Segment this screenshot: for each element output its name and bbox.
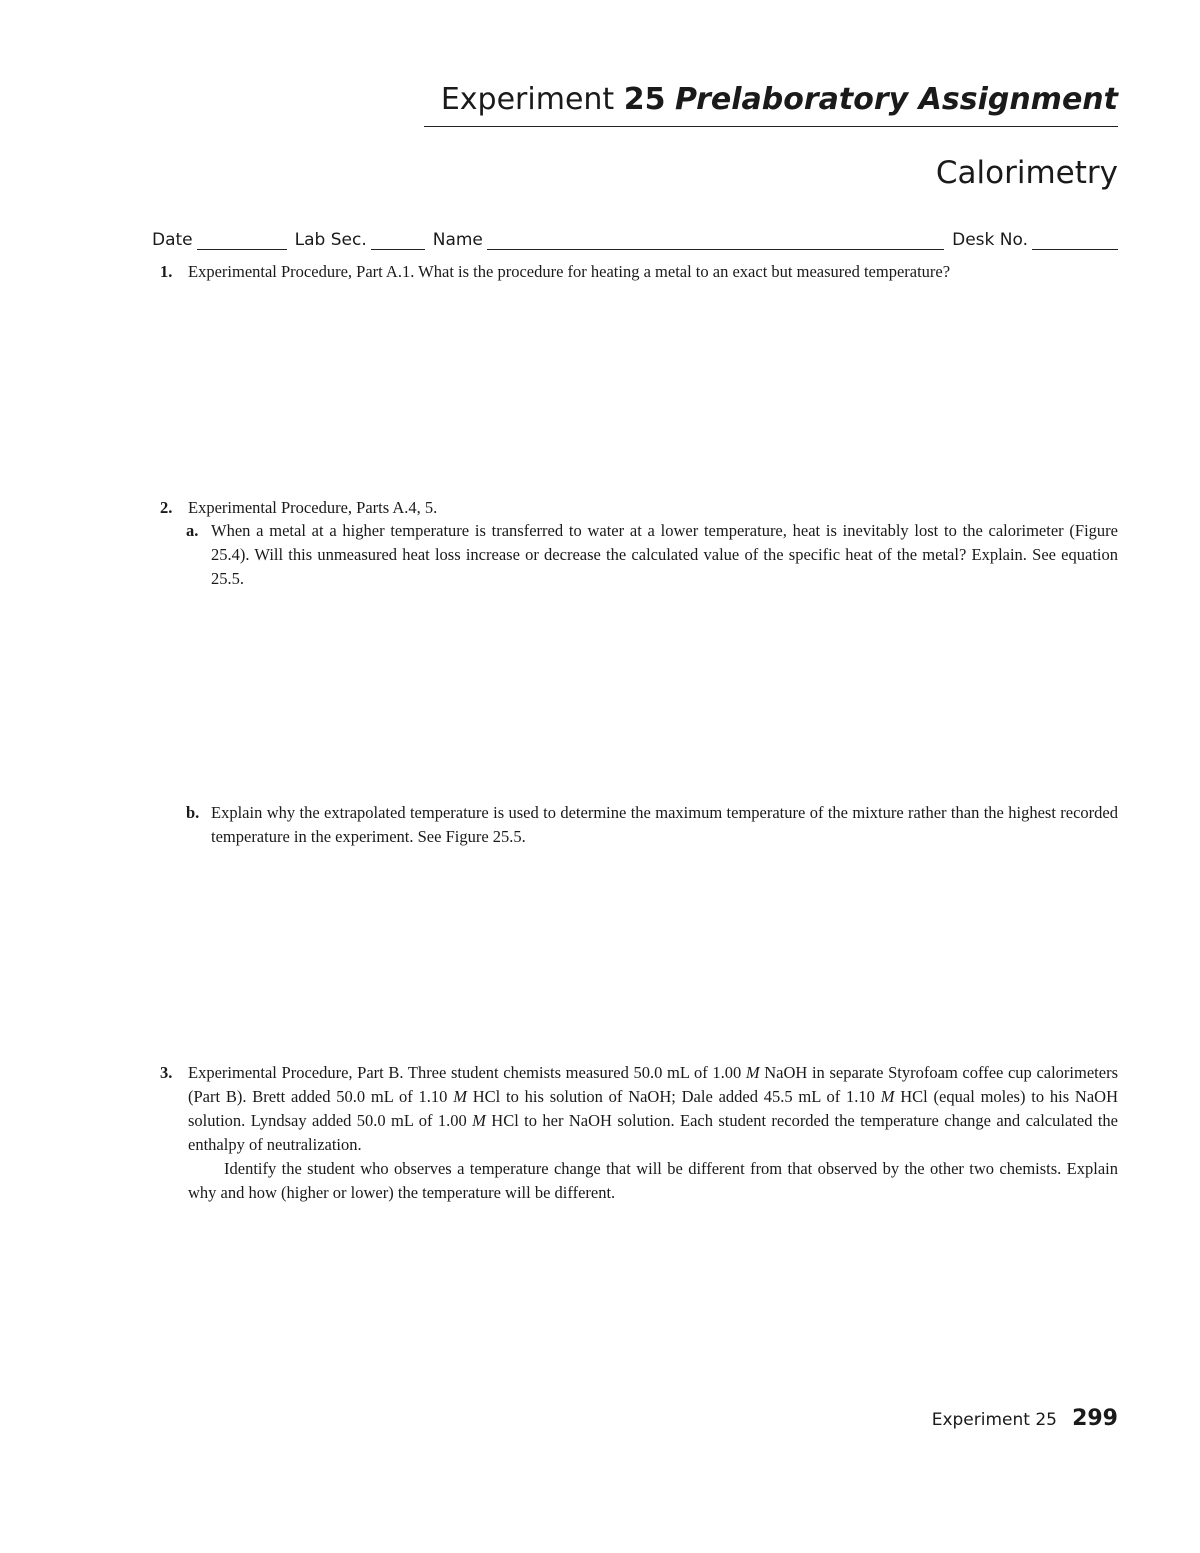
lab-sec-field[interactable] xyxy=(371,231,425,250)
page-footer xyxy=(800,1406,1118,1442)
question-number: 3. xyxy=(160,1063,173,1082)
question-text xyxy=(188,1061,1118,1205)
page-header-title xyxy=(424,80,1118,120)
molarity-unit: M xyxy=(453,1087,467,1106)
text-run: HCl (equal moles) to his NaOH solution. Lyndsay added 50.0 mL of 1.00 xyxy=(188,1087,1118,1130)
name-field[interactable] xyxy=(487,231,944,250)
molarity-unit: M xyxy=(745,1063,760,1082)
subquestion-text: Explain why the extrapolated temperature is used to determine the maximum temperature of the mixture rather than the highest recorded temperature in the experiment. See Figure 25.5. xyxy=(211,803,1118,846)
question-number: 2. xyxy=(160,498,173,517)
text-run: HCl to his solution of NaOH; Dale added 45.5 mL of 1.10 xyxy=(466,1087,881,1106)
question-text: Experimental Procedure, Parts A.4, 5. xyxy=(188,498,438,517)
molarity-unit: M xyxy=(880,1087,895,1106)
date-label: Date xyxy=(152,230,193,250)
text-run: NaOH in separate Styrofoam coffee cup calorimeters (Part B). Brett added 50.0 mL of 1.10 xyxy=(188,1063,1118,1106)
experiment-word: Experiment xyxy=(440,82,615,117)
question-paragraph: Identify the student who observes a temperature change that will be different from that observed by the other two chemists. Explain why and how (higher or lower) the temperature will be different. xyxy=(188,1159,1118,1202)
experiment-number: 25 xyxy=(623,82,666,117)
student-info-line xyxy=(152,224,1118,250)
page-number: 299 xyxy=(1072,1406,1118,1431)
subquestion-text: When a metal at a higher temperature is transferred to water at a lower temperature, heat is inevitably lost to the calorimeter (Figure 25.4). Will this unmeasured heat loss increase or decrease the calculated value of the specific heat of the metal? Explain. See equation 25.5. xyxy=(211,521,1118,588)
subquestion-label: b. xyxy=(186,803,200,822)
question-text: Experimental Procedure, Part A.1. What is the procedure for heating a metal to an exact but measured temperature? xyxy=(188,262,951,281)
subquestion-label: a. xyxy=(186,521,199,540)
page-subtitle: Calorimetry xyxy=(935,155,1118,191)
text-run: Experimental Procedure, Part B. Three student chemists measured 50.0 mL of 1.00 xyxy=(188,1063,746,1082)
question-paragraph xyxy=(188,1061,1118,1157)
footer-label: Experiment 25 xyxy=(931,1410,1057,1430)
lab-sec-label: Lab Sec. xyxy=(294,230,367,250)
header-divider xyxy=(424,126,1118,127)
assignment-title: Prelaboratory Assignment xyxy=(675,82,1118,117)
desk-no-field[interactable] xyxy=(1032,231,1118,250)
name-label: Name xyxy=(432,230,483,250)
question-number: 1. xyxy=(160,262,173,281)
date-field[interactable] xyxy=(197,231,287,250)
molarity-unit: M xyxy=(472,1111,486,1130)
text-run: HCl to her NaOH solution. Each student recorded the temperature change and calculated the enthalpy of neutralization. xyxy=(188,1111,1118,1154)
desk-no-label: Desk No. xyxy=(952,230,1028,250)
